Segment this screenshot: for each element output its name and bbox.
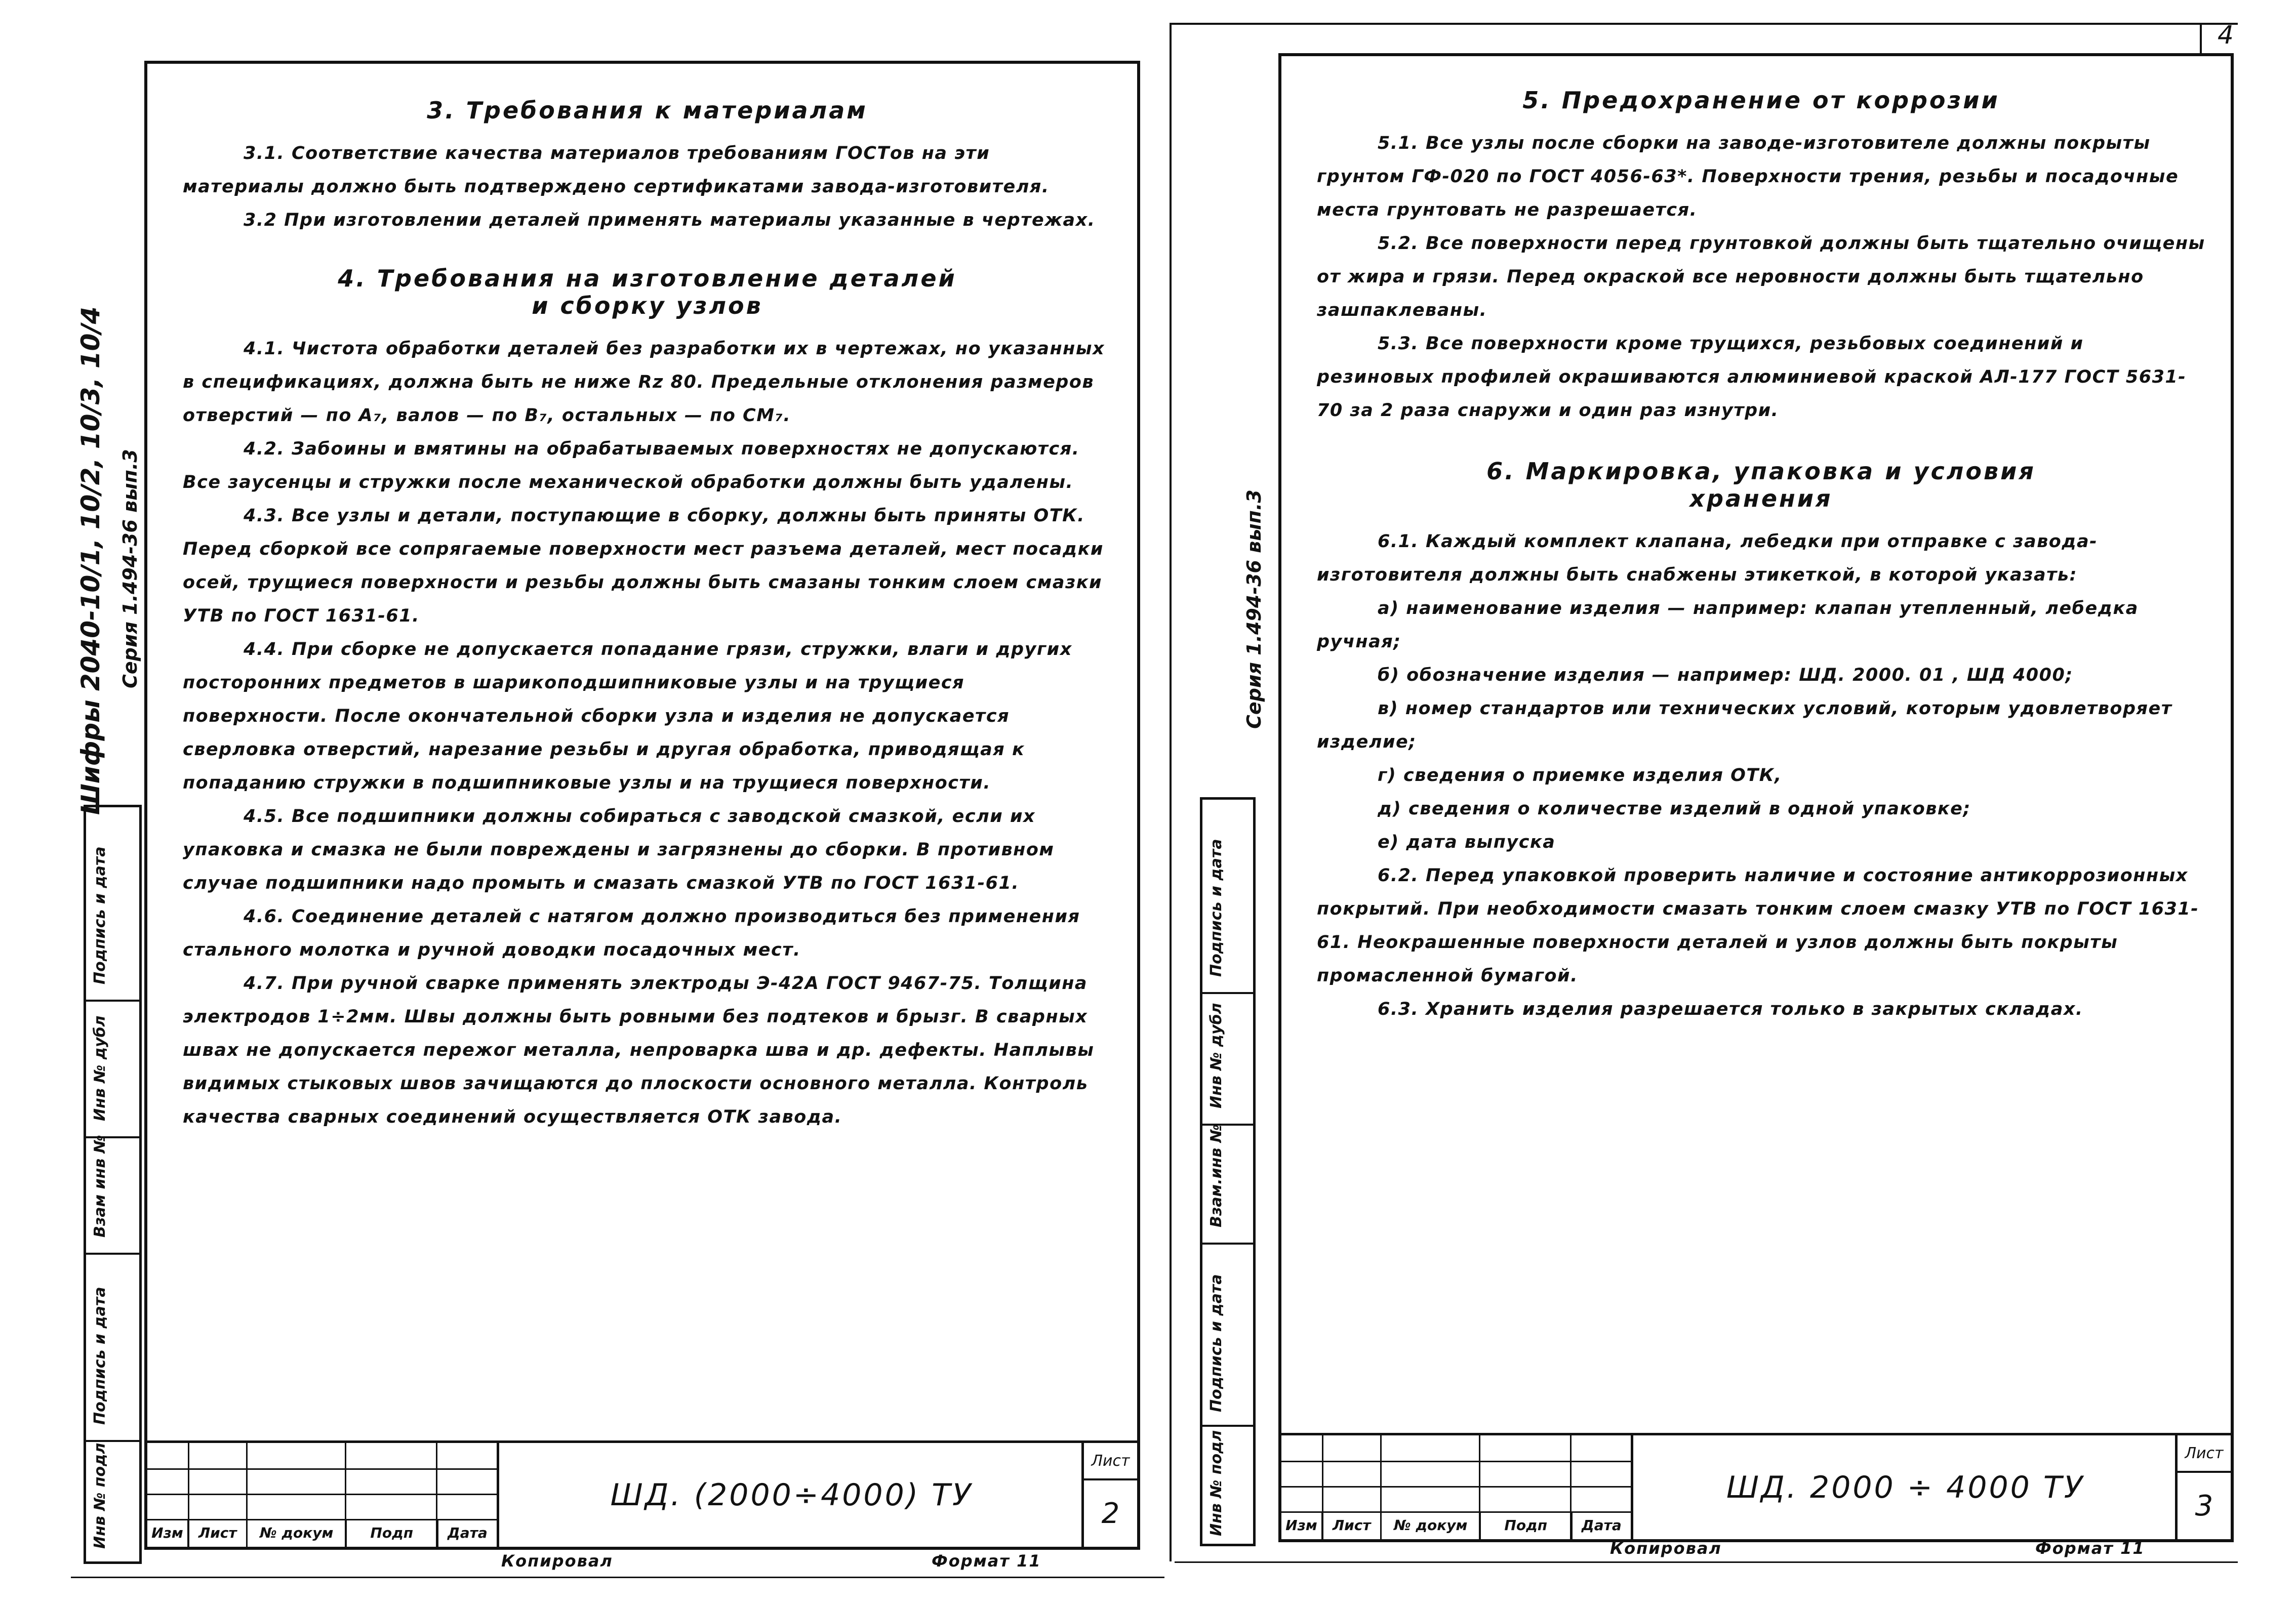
tb-label-data-r: Дата: [1581, 1517, 1622, 1534]
title-block-labels-left: [147, 1519, 497, 1547]
stamp-label-left-0: Подпись и дата: [91, 846, 109, 984]
left-sheet-content: [183, 84, 1112, 1134]
section5-title: 5. Предохранение от коррозии: [1522, 87, 2000, 114]
copied-by-left: Копировал: [501, 1551, 613, 1571]
section5-item-3: 5.3. Все поверхности кроме трущихся, резьбовых соединений и резиновых профилей окрашиваются алюминиевой краской АЛ-177 ГОСТ 5631-70 за 2 раза снаружи и один раз изнутри.: [1317, 334, 2187, 421]
document-designation-right: ШД. 2000 ÷ 4000 ТУ: [1726, 1469, 2085, 1505]
right-sheet-content: [1317, 76, 2205, 1026]
section6-item-3: 6.3. Хранить изделия разрешается только в закрытых складах.: [1378, 999, 2083, 1019]
stamp-label-right-4: Инв № подл: [1207, 1430, 1225, 1536]
tb-label-podp-r: Подп: [1481, 1511, 1573, 1539]
section5-item-1: 5.1. Все узлы после сборки на заводе-изготовителе должны покрыты грунтом ГФ-020 по ГОСТ 4056-63*. Поверхности трения, резьбы и посадочные места грунтовать не разрешается.: [1317, 133, 2179, 220]
fold-line: [1170, 23, 1172, 1561]
section6-list-a: а) наименование изделия — например: клапан утепленный, лебедка ручная;: [1317, 598, 2139, 652]
top-rule: [1170, 23, 2238, 25]
section6-list-c: в) номер стандартов или технических условий, которым удовлетворяет изделие;: [1317, 698, 2172, 752]
right-sheet: [1278, 53, 2234, 1542]
section6-item-2: 6.2. Перед упаковкой проверить наличие и состояние антикоррозионных покрытий. При необходимости смазать тонким слоем смазку УТВ по ГОСТ 1631-61. Неокрашенные поверхности деталей и узлов должны быть покрыты промасленной бумагой.: [1317, 865, 2199, 986]
stamp-label-right-0: Подпись и дата: [1207, 839, 1225, 977]
stamp-label-left-2: Взам инв №: [91, 1135, 109, 1238]
format-left: Формат 11: [932, 1551, 1041, 1571]
document-designation-left: ШД. (2000÷4000) ТУ: [610, 1477, 973, 1513]
section4-item-1: 4.1. Чистота обработки деталей без разработки их в чертежах, но указанных в спецификациях, должна быть не ниже Rz 80. Предельные отклонения размеров отверстий — по A₇, валов — по B₇, остальных — по CM₇.: [183, 339, 1105, 426]
stamp-label-right-1: Инв № дубл: [1207, 1003, 1225, 1108]
sheet-label-right: Лист: [2178, 1435, 2231, 1473]
stamp-label-right-2: Взам.инв №: [1207, 1124, 1225, 1227]
section6-list-d: г) сведения о приемке изделия ОТК,: [1378, 765, 1782, 786]
section4-item-4: 4.4. При сборке не допускается попадание грязи, стружки, влаги и других посторонних предметов в шарикоподшипниковые узлы и на трущиеся поверхности. После окончательной сборки узла и изделия не допускается сверловка отверстий, нарезание резьбы и другая обработка, приводящая к попаданию стружки в подшипниковые узлы и на трущиеся поверхности.: [183, 639, 1072, 793]
section4-title-line1: 4. Требования на изготовление деталей: [338, 265, 957, 292]
tb-label-podp: Подп: [347, 1519, 438, 1547]
section6-list-e: д) сведения о количестве изделий в одной упаковке;: [1378, 799, 1971, 819]
section6-title-line1: 6. Маркировка, упаковка и условия: [1486, 458, 2036, 485]
copied-by-right: Копировал: [1610, 1539, 1722, 1558]
section4-item-3: 4.3. Все узлы и детали, поступающие в сборку, должны быть приняты ОТК. Перед сборкой все сопрягаемые поверхности мест разъема деталей, мест посадки осей, трущиеся поверхности и резьбы должны быть смазаны тонким слоем смазки УТВ по ГОСТ 1631-61.: [183, 506, 1104, 626]
bottom-rule-right: [1175, 1561, 2238, 1563]
section4-title-line2: и сборку узлов: [532, 292, 763, 319]
series-code: Шифры 2040-10/1, 10/2, 10/3, 10/4: [76, 306, 105, 815]
section6-list-f: е) дата выпуска: [1378, 832, 1556, 852]
sheet-number-box-left: [1081, 1443, 1137, 1547]
sheet-label-left: Лист: [1084, 1443, 1137, 1480]
section6-intro: 6.1. Каждый комплект клапана, лебедки при отправке с завода-изготовителя должны быть снабжены этикеткой, в которой указать:: [1317, 531, 2098, 585]
section6-title-line2: хранения: [1689, 485, 1833, 512]
series-name-left: Серия 1.494-36 вып.3: [119, 449, 141, 688]
section4-title: [183, 265, 1112, 319]
section4-item-5: 4.5. Все подшипники должны собираться с заводской смазкой, если их упаковка и смазка не были повреждены и загрязнены до сборки. В противном случае подшипники надо промыть и смазать смазкой УТВ по ГОСТ 1631-61.: [183, 806, 1055, 893]
section4-item-7: 4.7. При ручной сварке применять электроды Э-42А ГОСТ 9467-75. Толщина электродов 1÷2мм. Швы должны быть ровными без подтеков и брызг. В сварных швах не допускается пережог металла, непроварка шва и др. дефекты. Наплывы видимых стыковых швов зачищаются до плоскости основного металла. Контроль качества сварных соединений осуществляется ОТК завода.: [183, 973, 1095, 1127]
top-corner-bar: [2200, 23, 2202, 53]
title-block-right: [1281, 1433, 2231, 1539]
title-block-left: [147, 1440, 1137, 1547]
format-right: Формат 11: [2035, 1539, 2145, 1558]
sheet-number-left: 2: [1101, 1497, 1120, 1530]
title-block-labels-right: [1281, 1511, 1631, 1539]
series-name-right: Серия 1.494-36 вып.3: [1243, 489, 1265, 729]
stamp-label-left-4: Инв № подл: [91, 1442, 109, 1549]
section3-title: 3. Требования к материалам: [427, 97, 868, 124]
tb-label-list: Лист: [189, 1519, 248, 1547]
tb-label-izm-r: Изм: [1281, 1511, 1323, 1539]
page-number-top: 4: [2218, 20, 2234, 50]
bottom-rule-left: [71, 1577, 1164, 1578]
section6-list-b: б) обозначение изделия — например: ШД. 2000. 01 , ШД 4000;: [1378, 665, 2073, 685]
tb-label-data: Дата: [447, 1524, 488, 1541]
stamp-label-left-3: Подпись и дата: [91, 1287, 109, 1425]
stamp-label-right-3: Подпись и дата: [1207, 1274, 1225, 1412]
section4-item-6: 4.6. Соединение деталей с натягом должно производиться без применения стального молотка и ручной доводки посадочных мест.: [183, 906, 1080, 960]
stamp-label-left-1: Инв № дубл: [91, 1015, 109, 1121]
section4-item-2: 4.2. Забоины и вмятины на обрабатываемых поверхностях не допускаются. Все заусенцы и стружки после механической обработки должны быть удалены.: [183, 439, 1080, 492]
tb-label-dokum-r: № докум: [1382, 1511, 1480, 1539]
section3-item-2: 3.2 При изготовлении деталей применять материалы указанные в чертежах.: [244, 210, 1096, 230]
left-sheet: [144, 61, 1140, 1550]
sheet-number-box-right: [2175, 1435, 2231, 1539]
section3-item-1: 3.1. Соответствие качества материалов требованиям ГОСТов на эти материалы должно быть подтверждено сертификатами завода-изготовителя.: [183, 143, 1050, 197]
tb-label-dokum: № докум: [248, 1519, 346, 1547]
tb-label-izm: Изм: [147, 1519, 189, 1547]
sheet-number-right: 3: [2195, 1489, 2213, 1522]
tb-label-list-r: Лист: [1323, 1511, 1382, 1539]
section6-title: [1317, 458, 2205, 512]
section5-item-2: 5.2. Все поверхности перед грунтовкой должны быть тщательно очищены от жира и грязи. Перед окраской все неровности должны быть тщательно зашпаклеваны.: [1317, 233, 2205, 320]
